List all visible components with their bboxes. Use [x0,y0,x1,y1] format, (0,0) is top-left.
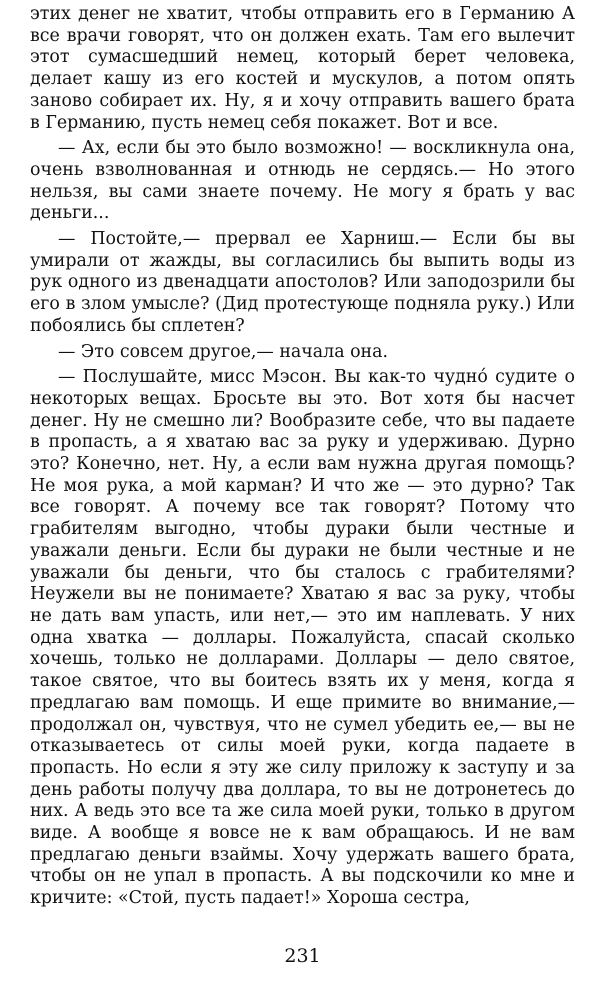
page-number: 231 [284,945,321,967]
paragraph-dialogue-short: — Это совсем другое,— начала она. [58,341,389,362]
paragraph-dialogue-dede: — Ах, если бы это было возможно! — воскликнула она, очень взволнованная и отнюдь не сердясь.— Но этого нельзя, вы сами знаете почему. Не могу я брать у вас деньги... [30,138,575,224]
book-page [30,4,575,985]
paragraph-dialogue-harnish: — Постойте,— прервал ее Харниш.— Если бы вы умирали от жажды, вы согласились бы выпить воды из рук одного из двенадцати апостолов? Или заподозрили бы его в злом умысле? (Дид протестующе подняла руку.) Или побоялись бы сплетен? [30,229,575,336]
paragraph-continued: этих денег не хватит, чтобы отправить его в Германию А все врачи говорят, что он должен ехать. Там его вылечит этот сумасшедший немец, который берет человека, делает кашу из его костей и мускулов, а потом опять заново собирает их. Ну, я и хочу отправить вашего брата в Германию, пусть немец себя покажет. Вот и все. [30,4,575,133]
paragraph-dialogue-long: — Послушайте, мисс Мэсон. Вы как-то чудно́ судите о некоторых вещах. Бросьте вы это. Вот хотя бы насчет денег. Ну не смешно ли? Вообразите себе, что вы падаете в пропасть, а я хватаю вас за руку и удерживаю. Дурно это? Конечно, нет. Ну, а если вам нужна другая помощь? Не моя рука, а мой карман? И что же — это дурно? Так все говорят. А почему все так говорят? Потому что грабителям выгодно, чтобы дураки были честные и уважали деньги. Если бы дураки не были честные и не уважали бы деньги, что бы сталось с грабителями? Неужели вы не понимаете? Хватаю я вас за руку, чтобы не дать вам упасть, или нет,— это им наплевать. У них одна хватка — доллары. Пожалуйста, спасай сколько хочешь, только не долларами. Доллары — дело святое, такое святое, что вы боитесь взять их у меня, когда я предлагаю вам помощь. И еще примите во внимание,— продолжал он, чувствуя, что не сумел убедить ее,— вы не отказываетесь от силы моей руки, когда падаете в пропасть. Но если я эту же силу приложу к заступу и за день работы получу два доллара, то вы не дотронетесь до них. А ведь это все та же сила моей руки, только в другом виде. А вообще я вовсе не к вам обращаюсь. И не вам предлагаю деньги взаймы. Хочу удержать вашего брата, чтобы он не упал в пропасть. А вы подскочили ко мне и кричите: «Стой, пусть падает!» Хороша сестра, [30,367,575,909]
